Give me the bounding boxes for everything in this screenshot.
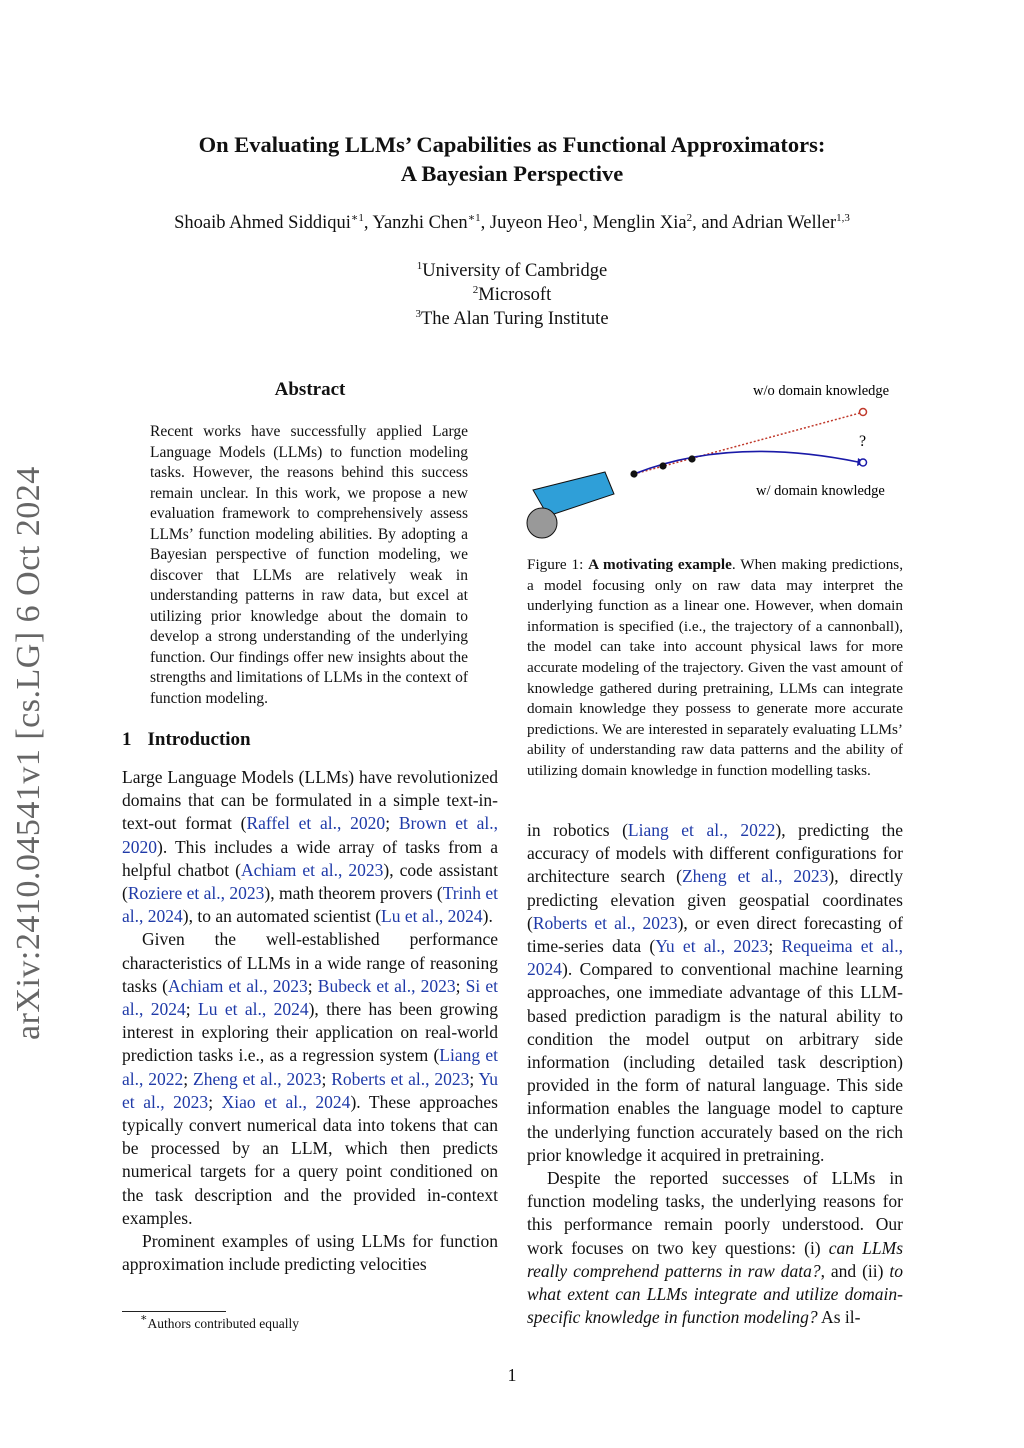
abstract-heading: Abstract — [274, 379, 346, 400]
citation-link[interactable]: Roberts et al., 2023 — [532, 912, 678, 933]
figure-1-caption — [527, 555, 903, 782]
citation-link[interactable]: Requeima et al., 2024 — [527, 936, 903, 980]
abstract-text: Recent works have successfully applied Large Language Models (LLMs) to function modeling tasks. However, the reasons behind this success remain unclear. In this work, we propose a new evaluation framework to comprehensively assess LLMs’ function modeling abilities. By adopting a Bayesian perspective of function modeling, we discover that LLMs are relatively weak in understanding patterns in raw data, but excel at utilizing prior knowledge about the domain to develop a strong understanding of the underlying function. Our findings offer new insights about the strengths and limitations of LLMs in the context of function modeling. — [150, 423, 468, 707]
affiliation-mark: 3 — [415, 308, 421, 320]
footnote-text: Authors contributed equally — [147, 1316, 299, 1331]
affiliation — [0, 307, 1024, 331]
affiliation-mark: 2 — [472, 284, 479, 296]
body-text: ; — [208, 1091, 222, 1112]
trajectory-curve — [634, 451, 858, 474]
body-text: ). These approaches typically convert numerical data into tokens that can be processed by an LLM, which then predicts numerical targets for a query point conditioned on the task description and the provided in-context examples. — [122, 1091, 498, 1228]
author-name: Shoaib Ahmed Siddiqui — [174, 213, 351, 233]
section-number: 1 — [122, 729, 132, 750]
author-list — [0, 213, 1024, 234]
body-text: ; — [321, 1068, 332, 1089]
author-affiliation-mark: 1 — [577, 212, 584, 224]
observed-point — [630, 470, 637, 477]
citation-link[interactable]: Bubeck et al., 2023 — [317, 975, 456, 996]
citation-link[interactable]: Zheng et al., 2023 — [193, 1068, 322, 1089]
author-name: Menglin Xia — [592, 213, 687, 233]
italic-text: to what extent can LLMs integrate and utilize domain-specific knowledge in function modeling? — [527, 1260, 903, 1328]
affiliation-mark: 1 — [416, 260, 423, 272]
author-affiliation-mark: ∗1 — [467, 212, 481, 224]
body-text: ; — [307, 975, 318, 996]
citation-link[interactable]: Yu et al., 2023 — [122, 1068, 498, 1112]
title-line-2: A Bayesian Perspective — [400, 161, 624, 186]
footnote-mark: ∗ — [140, 1312, 148, 1324]
body-text: ). — [482, 906, 493, 927]
body-text: ; — [183, 1068, 194, 1089]
footnote-rule — [122, 1311, 226, 1312]
left-column-body — [122, 766, 498, 1276]
paragraph — [527, 1167, 903, 1329]
citation-link[interactable]: Xiao et al., 2024 — [221, 1091, 351, 1112]
body-text: ), there has been growing interest in exploring their application on real-world prediction tasks i.e., as a regression system ( — [122, 999, 498, 1066]
title-line-1: On Evaluating LLMs’ Capabilities as Functional Approximators: — [198, 132, 826, 157]
linear-prediction-line — [634, 413, 860, 474]
affiliation-name: The Alan Turing Institute — [420, 309, 609, 329]
body-text: ), math theorem provers ( — [264, 883, 443, 904]
body-text: ). This includes a wide array of tasks from a helpful chatbot ( — [122, 836, 498, 880]
paragraph — [527, 819, 903, 1167]
body-text: ). Compared to conventional machine learning approaches, one immediate advantage of this LLM-based prediction paradigm is the natural ability to condition the model output on arbitrary side information (including detailed task description) provided in the form of natural language. This side information enables the language model to capture the underlying function accurately based on the rich prior knowledge it acquired in pretraining. — [527, 959, 903, 1165]
body-text: , and (ii) — [820, 1260, 890, 1281]
body-text: Despite the reported successes of LLMs in function modeling tasks, the underlying reasons for this performance remain poorly understood. Our work focuses on two key questions: (i) — [527, 1168, 903, 1258]
author-affiliation-mark: 1,3 — [836, 212, 850, 224]
author-separator: , — [363, 213, 373, 233]
observed-point — [659, 462, 666, 469]
citation-link[interactable]: Liang et al., 2022 — [627, 820, 776, 840]
body-text: ), or even direct forecasting of time-series data ( — [527, 912, 903, 957]
citation-link[interactable]: Yu et al., 2023 — [655, 936, 769, 957]
paragraph — [122, 766, 498, 928]
affiliation-name: University of Cambridge — [422, 261, 608, 281]
body-text: ; — [469, 1068, 479, 1089]
citation-link[interactable]: Lu et al., 2024 — [381, 906, 483, 927]
caption-bold-title: A motivating example — [588, 556, 732, 573]
footnote — [140, 1312, 299, 1332]
right-column-body — [527, 819, 903, 1329]
body-text: in robotics ( — [527, 820, 628, 840]
body-text: ), to an automated scientist ( — [182, 906, 382, 927]
trajectory-endpoint — [860, 459, 867, 466]
citation-link[interactable]: Brown et al., 2020 — [122, 813, 499, 857]
body-text: ; — [455, 975, 466, 996]
citation-link[interactable]: Achiam et al., 2023 — [240, 859, 384, 880]
section-title: Introduction — [147, 729, 251, 750]
question-mark: ? — [859, 433, 867, 450]
affiliation — [0, 259, 1024, 283]
observed-point — [688, 455, 695, 462]
body-text: ), directly predicting elevation given geospatial coordinates ( — [527, 866, 903, 933]
citation-link[interactable]: Liang et al., 2022 — [122, 1045, 498, 1089]
arxiv-identifier: arXiv:2410.04541v1 [cs.LG] 6 Oct 2024 — [10, 466, 47, 1040]
cannonball — [527, 508, 557, 538]
body-text: As il- — [817, 1307, 861, 1328]
linear-prediction-endpoint — [860, 409, 867, 416]
affiliation-list — [0, 259, 1024, 331]
body-text: Given the well-established performance characteristics of LLMs in a wide range of reasoning tasks ( — [122, 929, 498, 996]
author-name: Juyeon Heo — [489, 213, 578, 233]
author-separator: , — [480, 213, 490, 233]
body-text: ; — [768, 936, 782, 957]
body-text: Large Language Models (LLMs) have revolutionized domains that can be formulated in a simple text-in-text-out format ( — [122, 767, 498, 834]
figure-1-diagram — [520, 378, 910, 543]
citation-link[interactable]: Roberts et al., 2023 — [331, 1068, 470, 1089]
citation-link[interactable]: Zheng et al., 2023 — [681, 866, 829, 887]
author-affiliation-mark: 2 — [686, 212, 693, 224]
paragraph — [122, 928, 498, 1230]
caption-label: Figure 1: — [527, 556, 589, 573]
author-separator: , and — [692, 213, 732, 233]
paragraph — [122, 1230, 498, 1276]
author-affiliation-mark: ∗1 — [350, 212, 364, 224]
page-number: 1 — [507, 1365, 517, 1385]
author-separator: , — [583, 213, 593, 233]
body-text: Prominent examples of using LLMs for function approximation include predicting velocities — [122, 1231, 498, 1275]
author-name: Yanzhi Chen — [372, 213, 468, 233]
citation-link[interactable]: Achiam et al., 2023 — [167, 975, 308, 996]
body-text: ; — [185, 999, 199, 1020]
citation-link[interactable]: Trinh et al., 2024 — [122, 883, 499, 927]
caption-text: . When making predictions, a model focusing only on raw data may interpret the underlying function as a linear one. However, when domain information is specified (i.e., the trajectory of a cannonball), the model can take into account physical laws for more accurate modeling of the trajectory. Given the vast amount of knowledge gathered during pretraining, LLMs can integrate domain knowledge they possess to generate more accurate predictions. We are interested in separately evaluating LLMs’ ability of understanding raw data patterns and the ability of utilizing domain knowledge in function modelling tasks. — [527, 556, 903, 779]
body-text: ), predicting the accuracy of models with different configurations for architecture search ( — [527, 820, 904, 887]
label-without-domain-knowledge: w/o domain knowledge — [753, 383, 890, 399]
body-text: ), code assistant ( — [122, 859, 499, 904]
italic-text: can LLMs really comprehend patterns in raw data? — [527, 1237, 903, 1281]
body-text: ; — [385, 813, 399, 834]
citation-link[interactable]: Si et al., 2024 — [122, 975, 499, 1020]
author-name: Adrian Weller — [731, 213, 837, 233]
citation-link[interactable]: Roziere et al., 2023 — [127, 883, 265, 904]
label-with-domain-knowledge: w/ domain knowledge — [756, 483, 885, 499]
section-heading — [122, 729, 251, 751]
paper-title — [0, 130, 1024, 188]
citation-link[interactable]: Raffel et al., 2020 — [246, 813, 386, 834]
affiliation — [0, 283, 1024, 307]
citation-link[interactable]: Lu et al., 2024 — [198, 999, 309, 1020]
affiliation-name: Microsoft — [478, 285, 552, 305]
